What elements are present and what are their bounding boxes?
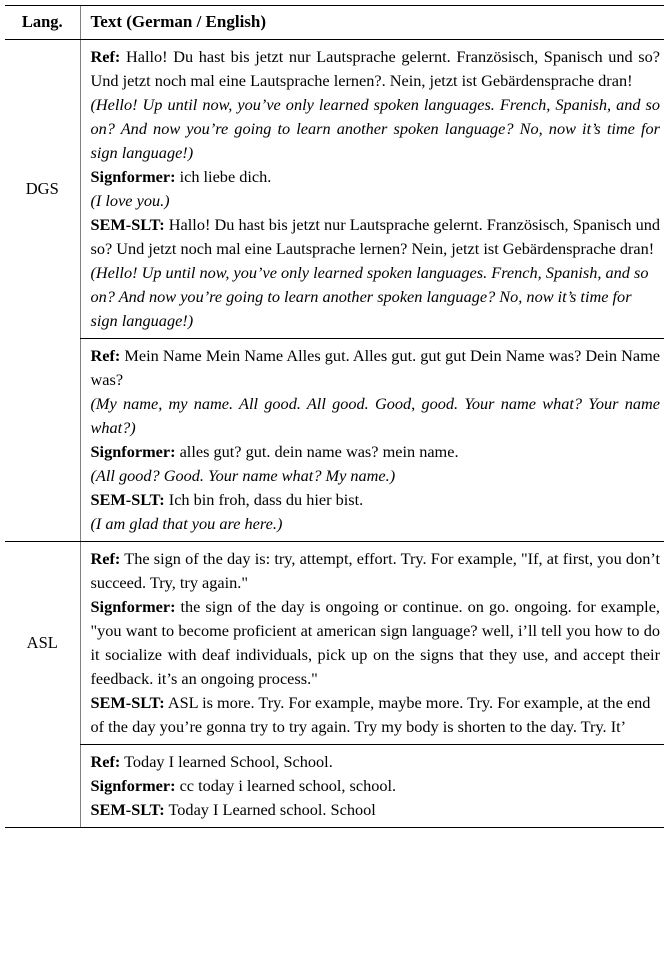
translation-gloss-line: (All good? Good. Your name what? My name.) <box>90 466 396 485</box>
transcript-line: Signformer: ich liebe dich. <box>90 167 272 186</box>
transcript-line: Ref: The sign of the day is: try, attempt, effort. Try. For example, "If, at first, you don’t succeed. Try, try again." <box>90 549 660 592</box>
language-label-dgs: DGS <box>25 179 59 198</box>
transcript-line: Signformer: alles gut? gut. dein name was? mein name. <box>90 442 459 461</box>
transcript-line: SEM-SLT: Hallo! Du hast bis jetzt nur Lautsprache gelernt. Französisch, Spanisch und so? Und jetzt noch mal eine Lautsprache lernen? Nein, jetzt ist Gebärdensprache dran! <box>90 215 660 258</box>
example-text-cell <box>80 339 664 541</box>
group-body-1 <box>5 542 664 827</box>
table-row <box>5 339 664 541</box>
table-body-asl <box>5 542 664 827</box>
transcript-line: Signformer: cc today i learned school, school. <box>90 776 397 795</box>
line-label: Ref: <box>90 346 121 365</box>
translation-gloss-line: (My name, my name. All good. All good. Good, good. Your name what? Your name what?) <box>90 394 660 437</box>
table-row <box>5 542 664 744</box>
line-label: SEM-SLT: <box>90 215 165 234</box>
header-text: Text (German / English) <box>80 6 664 39</box>
table-bottom-rule <box>5 827 664 828</box>
line-label: Signformer: <box>90 167 176 186</box>
results-table-container <box>0 5 669 828</box>
example-block <box>91 745 661 827</box>
table-header-row <box>5 6 664 39</box>
language-label-asl: ASL <box>26 633 58 652</box>
translation-gloss-line: (I am glad that you are here.) <box>90 514 283 533</box>
line-label: Ref: <box>90 47 121 66</box>
transcript-line: SEM-SLT: Ich bin froh, dass du hier bist. <box>90 490 364 509</box>
example-text-cell <box>80 542 664 744</box>
line-label: Signformer: <box>90 597 176 616</box>
transcript-line: Ref: Today I learned School, School. <box>90 752 333 771</box>
line-label: SEM-SLT: <box>90 490 165 509</box>
translation-gloss-line: (Hello! Up until now, you’ve only learned spoken languages. French, Spanish, and so on? And now you’re going to learn another spoken language? No, now it’s time for sign language!) <box>90 263 649 330</box>
table-body-dgs <box>5 40 664 541</box>
line-label: Ref: <box>90 549 121 568</box>
example-block <box>91 339 661 541</box>
transcript-line: Ref: Hallo! Du hast bis jetzt nur Lautsprache gelernt. Französisch, Spanisch und so? Und jetzt noch mal eine Lautsprache lernen?. Nein, jetzt ist Gebärdensprache dran! <box>90 47 660 90</box>
qualitative-examples-table <box>5 6 664 39</box>
transcript-line: SEM-SLT: ASL is more. Try. For example, maybe more. Try. For example, at the end of the day you’re gonna try to try again. Try my body is shorten to the day. Try. It’ <box>90 693 651 736</box>
example-block <box>91 40 661 338</box>
table-row <box>5 40 664 338</box>
example-text-cell <box>80 40 664 338</box>
line-label: Signformer: <box>90 442 176 461</box>
translation-gloss-line: (Hello! Up until now, you’ve only learned spoken languages. French, Spanish, and so on? And now you’re going to learn another spoken language? No, now it’s time for sign language!) <box>90 95 660 162</box>
translation-gloss-line: (I love you.) <box>90 191 170 210</box>
transcript-line: Signformer: the sign of the day is ongoing or continue. on go. ongoing. for example, "you want to become proficient at american sign language? well, i’ll tell you how to do it socialize with deaf individuals, pick up on the signs that they use, and accept their feedback. it’s an ongoing process." <box>90 597 660 688</box>
header-lang: Lang. <box>21 12 63 31</box>
transcript-line: SEM-SLT: Today I Learned school. School <box>90 800 376 819</box>
line-label: Ref: <box>90 752 121 771</box>
transcript-line: Ref: Mein Name Mein Name Alles gut. Alles gut. gut gut Dein Name was? Dein Name was? <box>90 346 660 389</box>
group-body-0 <box>5 40 664 541</box>
example-block <box>91 542 661 744</box>
language-label-dgs <box>5 339 80 541</box>
example-text-cell <box>80 745 664 827</box>
language-label-asl <box>5 745 80 827</box>
line-label: SEM-SLT: <box>90 800 165 819</box>
line-label: Signformer: <box>90 776 176 795</box>
table-row <box>5 745 664 827</box>
line-label: SEM-SLT: <box>90 693 165 712</box>
